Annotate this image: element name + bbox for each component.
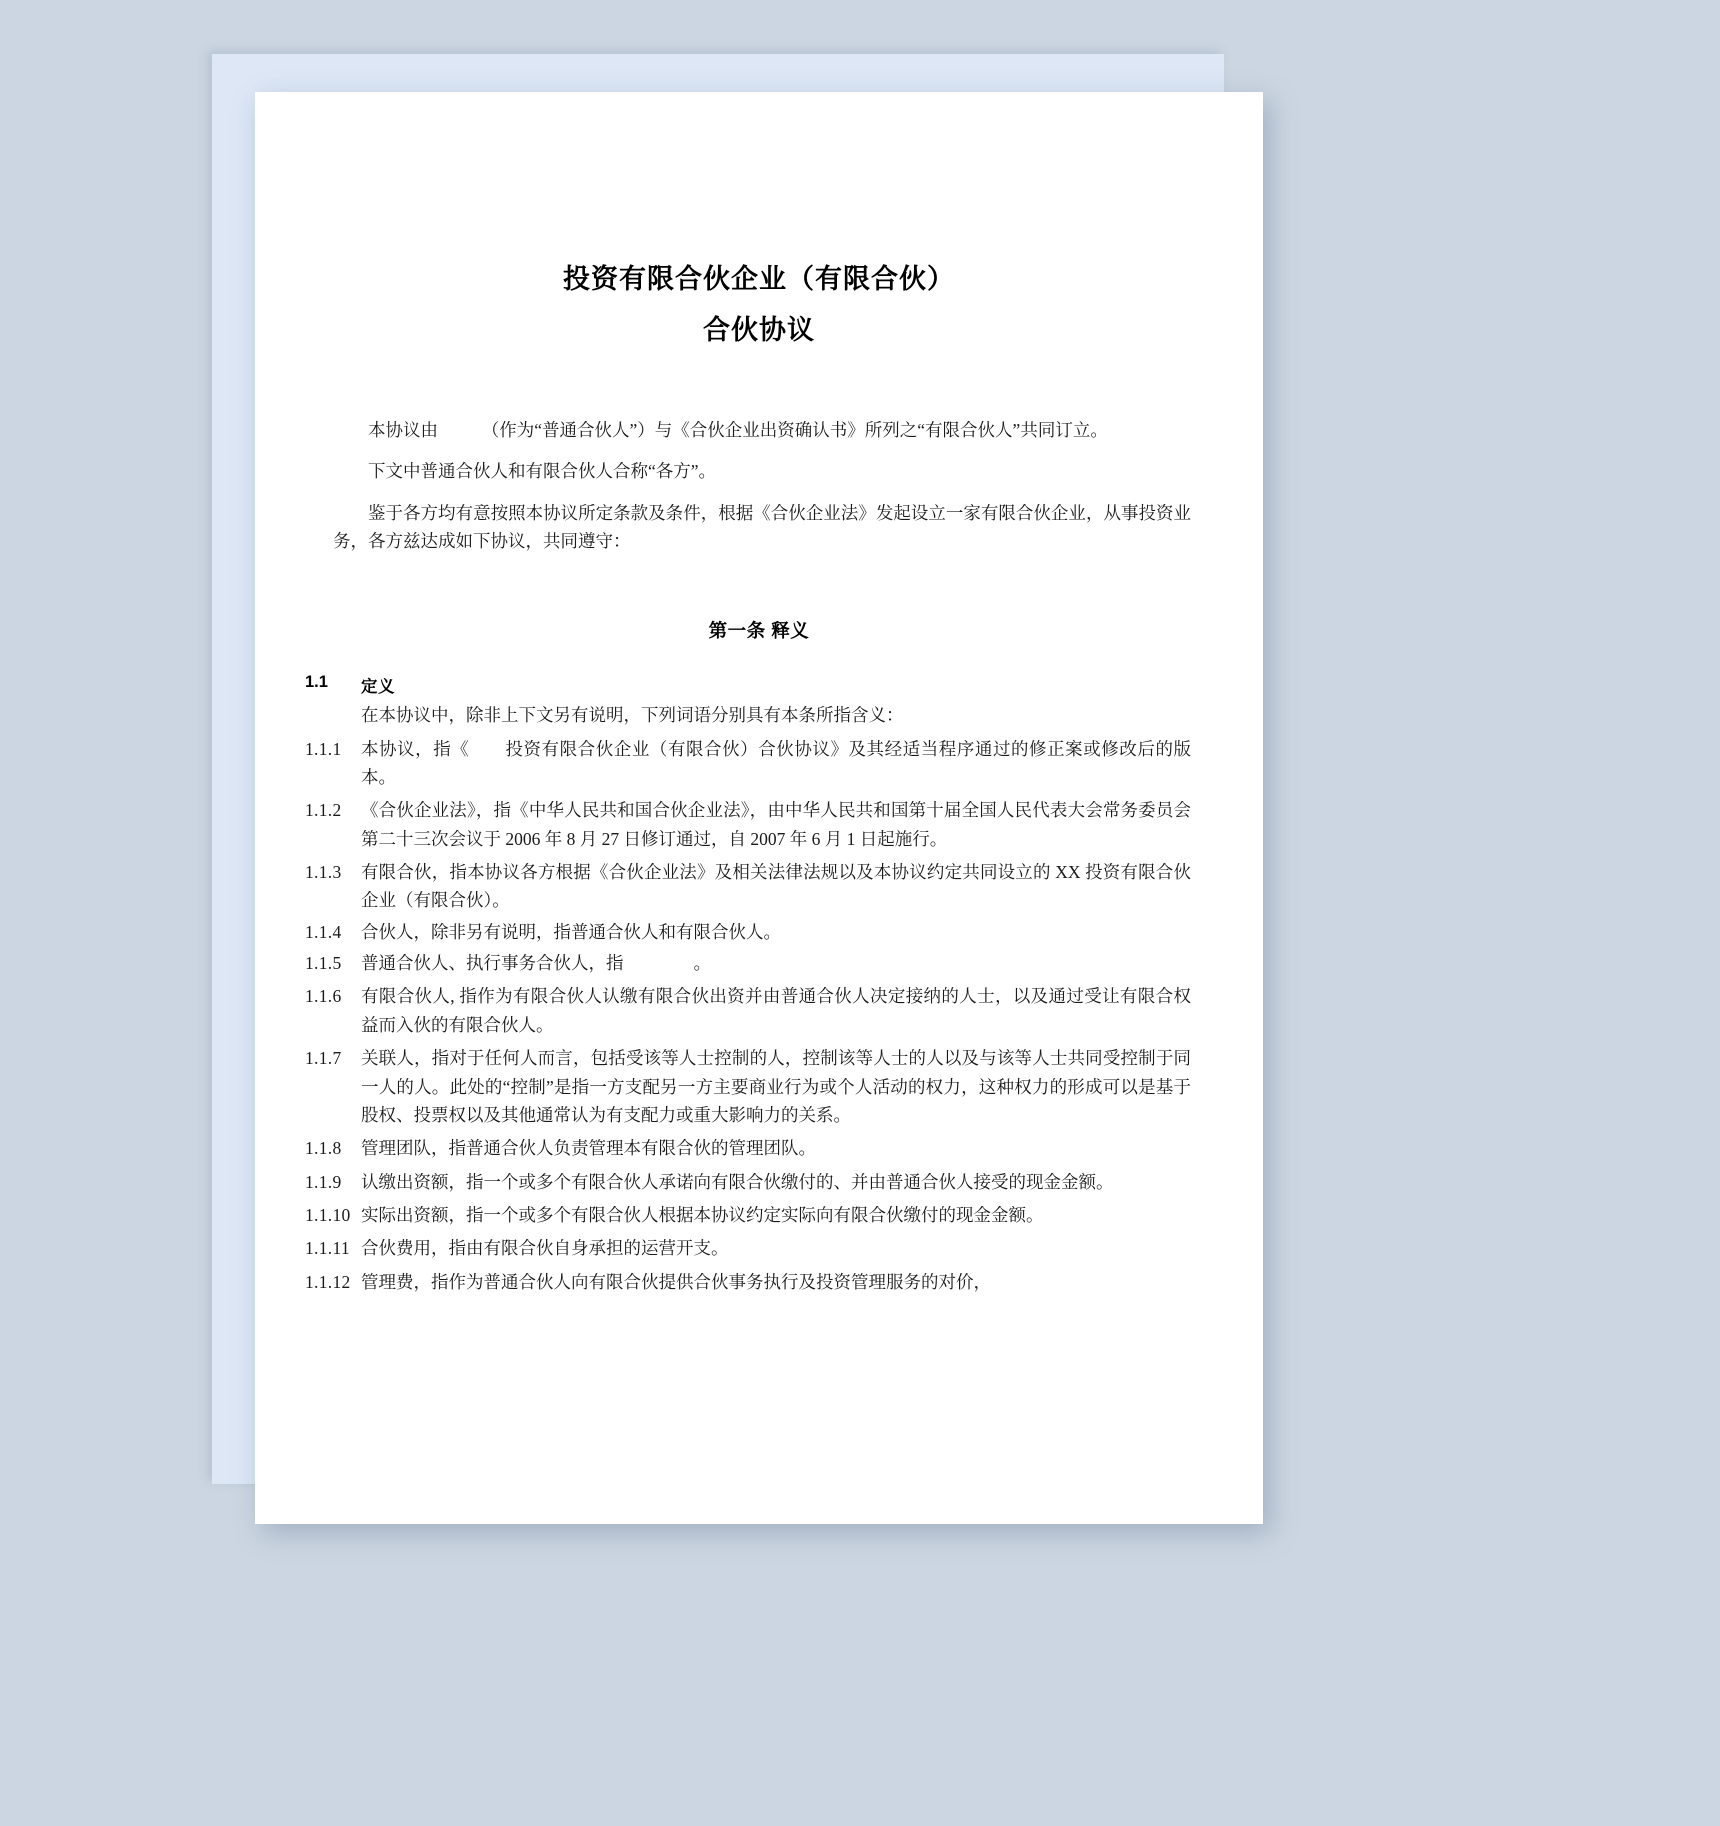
- document-title-line-1: 投资有限合伙企业（有限合伙）: [563, 264, 955, 294]
- definition-item-text: 普通合伙人、执行事务合伙人，指 。: [361, 953, 711, 974]
- definition-item-number: 1.1.4: [305, 921, 342, 942]
- definition-item-number: 1.1.3: [305, 862, 342, 883]
- definitions-lead-in: 在本协议中，除非上下文另有说明，下列词语分别具有本条所指含义：: [361, 705, 904, 726]
- definition-item: [305, 1134, 1191, 1162]
- subsection-1-1-heading: [305, 673, 1191, 697]
- definition-item-text: 管理费，指作为普通合伙人向有限合伙提供合伙事务执行及投资管理服务的对价，: [361, 1271, 991, 1292]
- definition-item: [305, 1234, 1191, 1262]
- definition-item: [305, 918, 1191, 946]
- definition-item-number: 1.1.1: [305, 738, 342, 759]
- definition-item: [305, 858, 1191, 915]
- definition-item-number: 1.1.12: [305, 1271, 351, 1292]
- document-title-line-2: 合伙协议: [703, 315, 815, 345]
- definition-item-text: 合伙费用，指由有限合伙自身承担的运营开支。: [361, 1238, 729, 1259]
- definition-item: [305, 1201, 1191, 1229]
- definition-item: [305, 949, 1191, 977]
- definition-item: [305, 1268, 1191, 1296]
- definition-item-number: 1.1.10: [305, 1204, 351, 1225]
- definition-item-text: 关联人，指对于任何人而言，包括受该等人士控制的人，控制该等人士的人以及与该等人士共同受控制于同一人的人。此处的“控制”是指一方支配另一方主要商业行为或个人活动的权力，这种权力的形成可以是基于股权、投票权以及其他通常认为有支配力或重大影响力的关系。: [361, 1048, 1191, 1125]
- definition-item-text: 管理团队，指普通合伙人负责管理本有限合伙的管理团队。: [361, 1138, 816, 1159]
- definition-item-number: 1.1.6: [305, 986, 342, 1007]
- document-page: [255, 92, 1263, 1524]
- definition-item-number: 1.1.7: [305, 1048, 342, 1069]
- definition-item-text: 合伙人，除非另有说明，指普通合伙人和有限合伙人。: [361, 921, 781, 942]
- definition-item-number: 1.1.11: [305, 1238, 350, 1259]
- definition-item-text: 有限合伙人, 指作为有限合伙人认缴有限合伙出资并由普通合伙人决定接纳的人士，以及通过受让有限合权益而入伙的有限合伙人。: [361, 986, 1191, 1035]
- definition-item-text: 《合伙企业法》，指《中华人民共和国合伙企业法》，由中华人民共和国第十届全国人民代表大会常务委员会第二十三次会议于 2006 年 8 月 27 日修订通过，自 2007 年 6 月 1 日起施行。: [361, 800, 1191, 849]
- subsection-number: 1.1: [305, 673, 328, 692]
- definition-item-number: 1.1.9: [305, 1171, 342, 1192]
- definition-item-number: 1.1.5: [305, 953, 342, 974]
- intro-paragraph-3: 鉴于各方均有意按照本协议所定条款及条件，根据《合伙企业法》发起设立一家有限合伙企业，从事投资业务，各方兹达成如下协议，共同遵守：: [333, 502, 1191, 552]
- page-content: [255, 92, 1263, 1524]
- intro-paragraph-2: 下文中普通合伙人和有限合伙人合称“各方”。: [368, 461, 717, 482]
- definition-item-number: 1.1.8: [305, 1138, 342, 1159]
- definition-item-number: 1.1.2: [305, 800, 342, 821]
- subsection-title: 定义: [361, 678, 395, 697]
- definition-item: [305, 1044, 1191, 1129]
- definition-item: [305, 982, 1191, 1039]
- section-heading-article-1: 第一条 释义: [708, 620, 810, 642]
- definition-item-text: 有限合伙，指本协议各方根据《合伙企业法》及相关法律法规以及本协议约定共同设立的 XX 投资有限合伙企业（有限合伙）。: [361, 862, 1191, 911]
- definition-item: [305, 796, 1191, 853]
- definition-item-text: 认缴出资额，指一个或多个有限合伙人承诺向有限合伙缴付的、并由普通合伙人接受的现金金额。: [361, 1171, 1114, 1192]
- clause-1-1-block: [255, 673, 1263, 1296]
- intro-paragraph-1: 本协议由 （作为“普通合伙人”）与《合伙企业出资确认书》所列之“有限合伙人”共同订立。: [368, 420, 1108, 440]
- intro-paragraphs: [255, 416, 1263, 555]
- definition-item: [305, 1168, 1191, 1196]
- definition-item-text: 本协议，指《 投资有限合伙企业（有限合伙）合伙协议》及其经适当程序通过的修正案或修改后的版本。: [361, 738, 1191, 788]
- definition-item: [305, 735, 1191, 792]
- definition-item-text: 实际出资额，指一个或多个有限合伙人根据本协议约定实际向有限合伙缴付的现金金额。: [361, 1204, 1044, 1225]
